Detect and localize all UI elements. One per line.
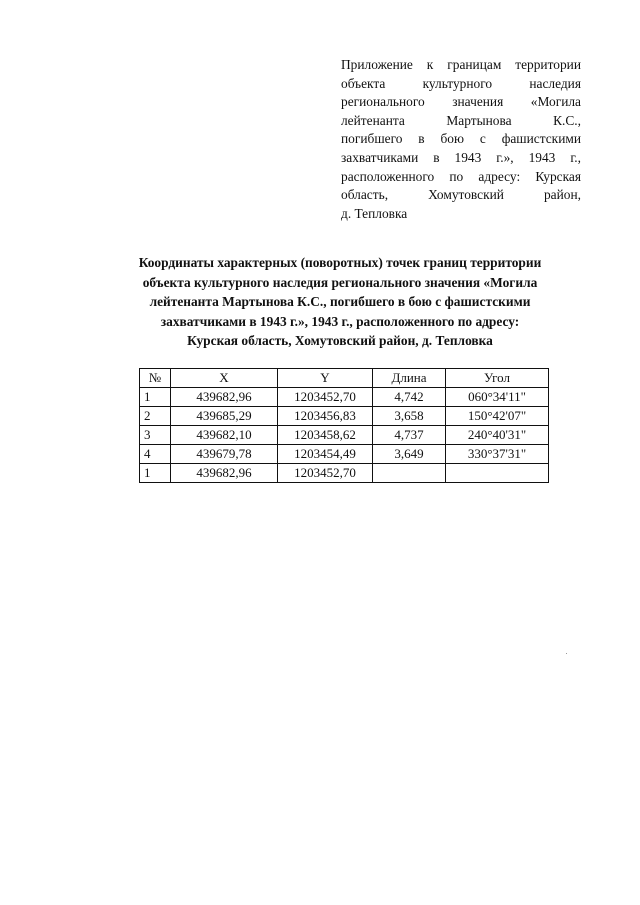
table-row <box>140 445 549 464</box>
heading-line: Курская область, Хомутовский район, д. Тепловка <box>187 333 493 349</box>
angle-cell <box>446 464 549 483</box>
x-coordinate-cell: 439685,29 <box>171 407 278 426</box>
appendix-note <box>341 56 581 223</box>
column-header-angle: Угол <box>446 369 549 388</box>
column-header-y: Y <box>278 369 373 388</box>
document-heading <box>92 253 588 351</box>
appendix-note-line: объекта культурного наследия <box>341 75 581 91</box>
x-coordinate-cell: 439682,96 <box>171 388 278 407</box>
heading-line: Координаты характерных (поворотных) точек границ территории <box>138 255 542 270</box>
appendix-note-line: регионального значения «Могила <box>341 94 581 110</box>
table-row <box>140 426 549 445</box>
appendix-note-line: погибшего в бою с фашистскими <box>341 131 581 147</box>
y-coordinate-cell: 1203454,49 <box>278 445 373 464</box>
heading-line: объекта культурного наследия регионального значения «Могила <box>142 274 538 290</box>
heading-line: лейтенанта Мартынова К.С., погибшего в бою с фашистскими <box>149 294 531 310</box>
y-coordinate-cell: 1203452,70 <box>278 388 373 407</box>
length-cell <box>373 464 446 483</box>
table-row <box>140 407 549 426</box>
coordinates-table <box>139 368 549 483</box>
appendix-note-line: область, Хомутовский район, <box>341 187 581 203</box>
column-header-number: № <box>140 369 171 388</box>
point-number-cell: 1 <box>140 388 171 407</box>
appendix-note-line: Приложение к границам территории <box>341 57 581 72</box>
column-header-x: X <box>171 369 278 388</box>
x-coordinate-cell: 439679,78 <box>171 445 278 464</box>
table-header-row <box>140 369 549 388</box>
y-coordinate-cell: 1203456,83 <box>278 407 373 426</box>
length-cell: 3,649 <box>373 445 446 464</box>
column-header-length: Длина <box>373 369 446 388</box>
x-coordinate-cell: 439682,96 <box>171 464 278 483</box>
y-coordinate-cell: 1203458,62 <box>278 426 373 445</box>
point-number-cell: 4 <box>140 445 171 464</box>
appendix-note-line: д. Тепловка <box>341 205 408 221</box>
angle-cell: 060°34'11" <box>446 388 549 407</box>
angle-cell: 150°42'07" <box>446 407 549 426</box>
angle-cell: 240°40'31" <box>446 426 549 445</box>
appendix-note-line: захватчиками в 1943 г.», 1943 г., <box>341 149 581 165</box>
point-number-cell: 2 <box>140 407 171 426</box>
angle-cell: 330°37'31" <box>446 445 549 464</box>
table-row <box>140 464 549 483</box>
y-coordinate-cell: 1203452,70 <box>278 464 373 483</box>
point-number-cell: 3 <box>140 426 171 445</box>
length-cell: 3,658 <box>373 407 446 426</box>
appendix-note-line: лейтенанта Мартынова К.С., <box>341 112 581 128</box>
scan-speck <box>566 653 567 654</box>
appendix-note-line: расположенного по адресу: Курская <box>341 168 581 184</box>
length-cell: 4,742 <box>373 388 446 407</box>
point-number-cell: 1 <box>140 464 171 483</box>
x-coordinate-cell: 439682,10 <box>171 426 278 445</box>
heading-line: захватчиками в 1943 г.», 1943 г., расположенного по адресу: <box>160 313 520 329</box>
length-cell: 4,737 <box>373 426 446 445</box>
table-row <box>140 388 549 407</box>
